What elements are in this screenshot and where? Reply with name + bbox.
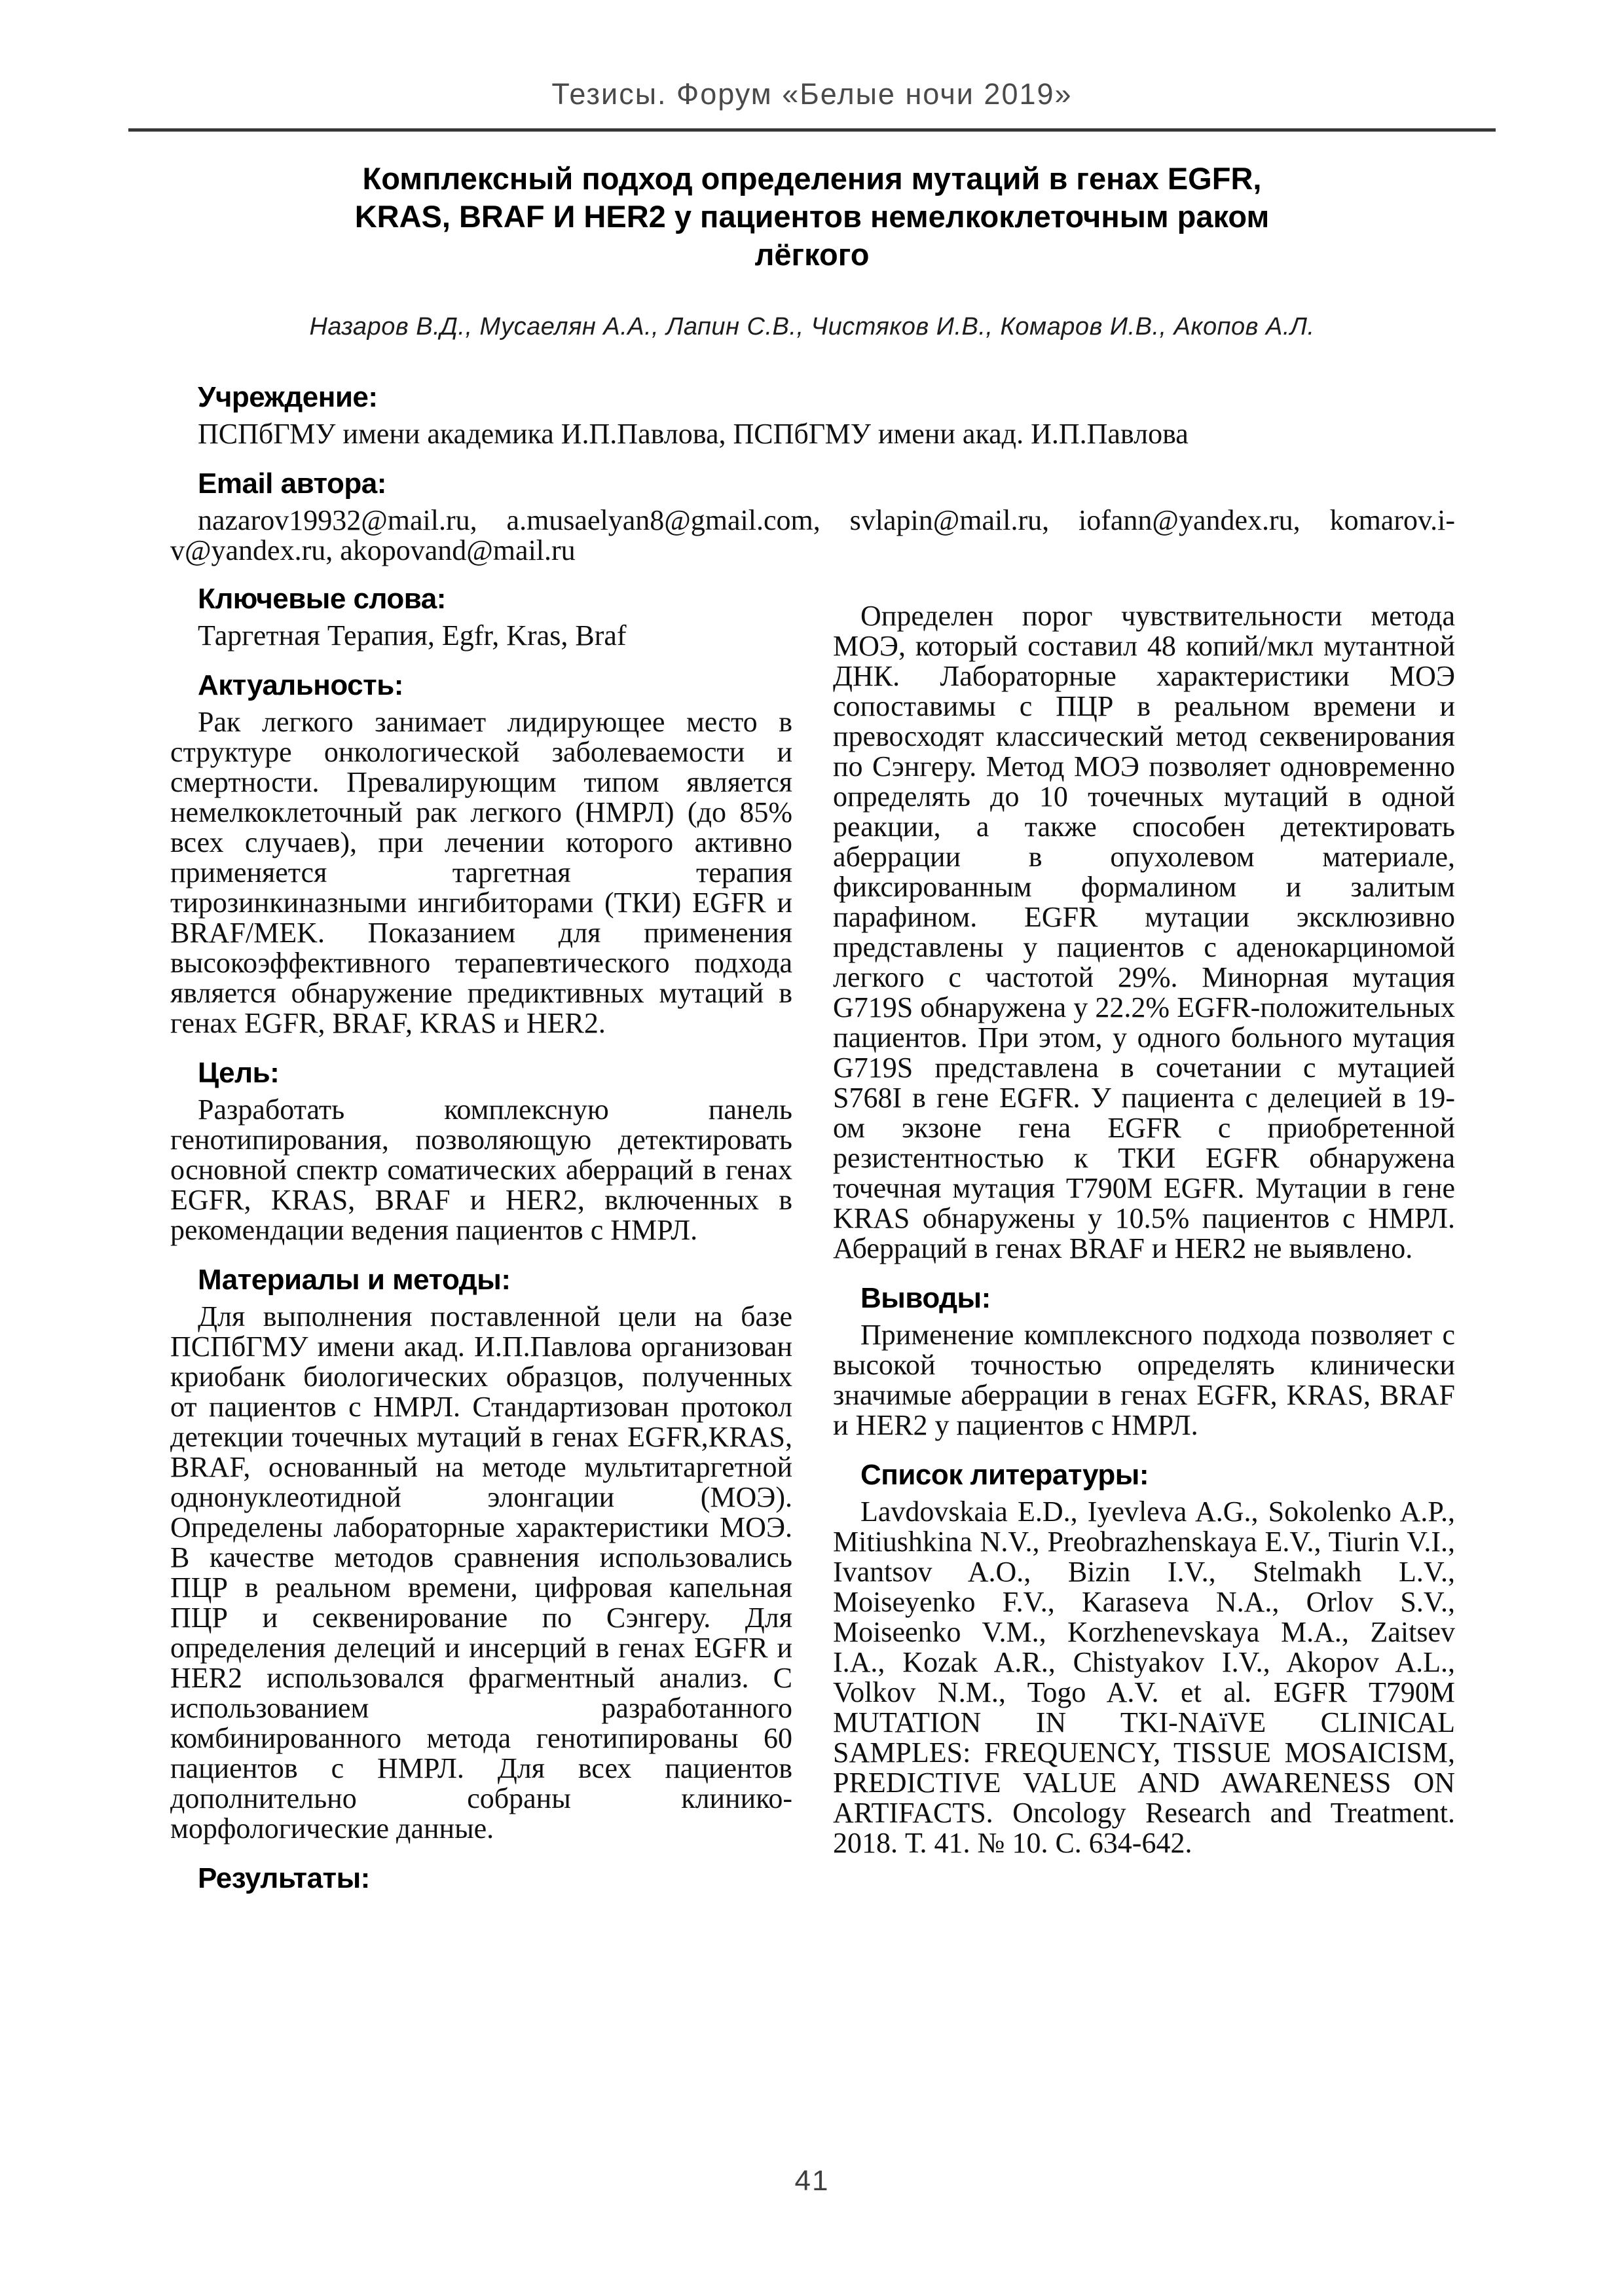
institution-text: ПСПбГМУ имени академика И.П.Павлова, ПСПбГМУ имени акад. И.П.Павлова xyxy=(198,418,1189,450)
keywords-label: Ключевые слова: xyxy=(198,583,446,615)
results-text: Определен порог чувствительности метода МОЭ, который составил 48 копий/мкл мутантной ДНК. Лабораторные характеристики МОЭ сопоставимы с ПЦР в реальном времени и превосходят классический метод секвенирования по Сэнгеру. Метод МОЭ позволяет одновременно определять до 10 точечных мутаций в одной реакции, а также способен детектировать аберрации в опухолевом материале, фиксированным формалином и залитым парафином. EGFR мутации эксклюзивно представлены у пациентов с аденокарциномой легкого с частотой 29%. Минорная мутация G719S обнаружена у 22.2% EGFR-положительных пациентов. При этом, у одного больного мутация G719S представлена в сочетании с мутацией S768I в гене EGFR. У пациента с делецией в 19-ом экзоне гена EGFR с приобретенной резистентностью к ТКИ EGFR обнаружена точечная мутация T790M EGFR. Мутации в гене KRAS обнаружены у 10.5% пациентов с НМРЛ. Аберраций в генах BRAF и HER2 не выявлено. xyxy=(833,600,1455,1264)
aim-text: Разработать комплексную панель генотипирования, позволяющую детектировать основной спектр соматических аберраций в генах EGFR, KRAS, BRAF и HER2, включенных в рекомендации ведения пациентов с НМРЛ. xyxy=(170,1093,792,1246)
left-column xyxy=(170,584,792,1900)
methods-label: Материалы и методы: xyxy=(198,1264,511,1296)
relevance-label: Актуальность: xyxy=(198,669,403,701)
abstract-body xyxy=(170,382,1455,1900)
methods-text: Для выполнения поставленной цели на базе ПСПбГМУ имени акад. И.П.Павлова организован криобанк биологических образцов, полученных от пациентов с НМРЛ. Стандартизован протокол детекции точечных мутаций в генах EGFR,KRAS, BRAF, основанный на методе мультитаргетной однонуклеотидной элонгации (МОЭ). Определены лабораторные характеристики МОЭ. В качестве методов сравнения использовались ПЦР в реальном времени, цифровая капельная ПЦР и секвенирование по Сэнгеру. Для определения делеций и инсерций в генах EGFR и HER2 использовался фрагментный анализ. С использованием разработанного комбинированного метода генотипированы 60 пациентов с НМРЛ. Для всех пациентов дополнительно собраны клинико-морфологические данные. xyxy=(170,1300,792,1845)
email-label: Email автора: xyxy=(198,468,386,500)
aim-label: Цель: xyxy=(198,1057,280,1089)
authors-line: Назаров В.Д., Мусаелян А.А., Лапин С.В., Чистяков И.В., Комаров И.В., Акопов А.Л. xyxy=(309,313,1315,340)
relevance-text: Рак легкого занимает лидирующее место в структуре онкологической заболеваемости и смертности. Превалирующим типом является немелкоклеточный рак легкого (НМРЛ) (до 85% всех случаев), при лечении которого активно применяется таргетная терапия тирозинкиназными ингибиторами (ТКИ) EGFR и BRAF/MEK. Показанием для применения высокоэффективного терапевтического подхода является обнаружение предиктивных мутаций в генах EGFR, BRAF, KRAS и HER2. xyxy=(170,706,792,1039)
keywords-text: Таргетная Терапия, Egfr, Kras, Braf xyxy=(198,619,627,652)
article-title-line-1: Комплексный подход определения мутаций в генах EGFR, xyxy=(362,161,1262,196)
page-number: 41 xyxy=(794,2165,830,2197)
article-title-line-2: KRAS, BRAF И HER2 у пациентов немелкоклеточным раком xyxy=(354,199,1270,234)
institution-label: Учреждение: xyxy=(198,381,378,413)
references-text: Lavdovskaia E.D., Iyevleva A.G., Sokolenko A.P., Mitiushkina N.V., Preobrazhenskaya E.V., Tiurin V.I., Ivantsov A.O., Bizin I.V., Stelmakh L.V., Moiseyenko F.V., Karaseva N.A., Orlov S.V., Moiseenko V.M., Korzhenevskaya M.A., Zaitsev I.A., Kozak A.R., Chistyakov I.V., Akopov A.L., Volkov N.M., Togo A.V. et al. EGFR T790M MUTATION IN TKI-NAïVE CLINICAL SAMPLES: FREQUENCY, TISSUE MOSAICISM, PREDICTIVE VALUE AND AWARENESS ON ARTIFACTS. Oncology Research and Treatment. 2018. Т. 41. № 10. С. 634-642. xyxy=(833,1496,1455,1859)
conclusions-text: Применение комплексного подхода позволяет с высокой точностью определять клинически значимые аберрации в генах EGFR, KRAS, BRAF и HER2 у пациентов с НМРЛ. xyxy=(833,1319,1455,1441)
two-column-layout xyxy=(170,584,1455,1900)
header-rule xyxy=(128,128,1496,132)
conclusions-label: Выводы: xyxy=(860,1282,991,1314)
references-label: Список литературы: xyxy=(860,1459,1149,1491)
running-header: Тезисы. Форум «Белые ночи 2019» xyxy=(551,77,1073,111)
article-title-line-3: лёгкого xyxy=(754,237,870,272)
email-text: nazarov19932@mail.ru, a.musaelyan8@gmail.com, svlapin@mail.ru, iofann@yandex.ru, komarov.i-v@yandex.ru, akopovand@mail.ru xyxy=(170,504,1455,566)
results-label: Результаты: xyxy=(198,1862,370,1894)
right-column xyxy=(833,584,1455,1900)
article-title xyxy=(157,160,1467,274)
